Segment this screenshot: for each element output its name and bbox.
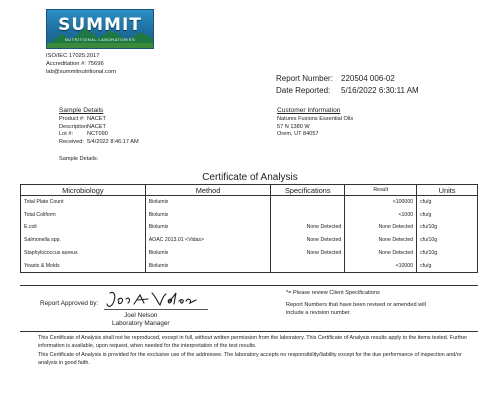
header-microbiology: Microbiology [21,185,146,196]
date-reported-label: Date Reported: [276,86,331,95]
cell-result: None Detected [345,234,417,247]
description-value: NACET [87,123,106,130]
summit-logo [46,9,154,49]
spec-note: *= Please review Client Specifications [286,290,380,296]
customer-address1: 57 N 1380 W [277,123,310,130]
product-value: NACET [87,116,106,122]
cell-method: Biolumix [145,247,271,260]
signer-name: Joel Nelson [124,312,158,319]
signature-icon [104,289,214,311]
cell-test: E.coli [21,221,146,234]
disclaimer-line1: This Certificate of Analysis shall not be reproduced, except in full, without written permission from the laboratory. This Certificate of Analysis results apply to the items tested. Further information is available, upon request, when needed for the interpretation of the test results. [38,335,468,350]
cell-method: AOAC 2013.01 <Vidas> [145,234,271,247]
report-meta [276,73,419,97]
certificate-title: Certificate of Analysis [202,172,298,183]
sample-details [59,116,139,146]
cell-method: Biolumix [145,259,271,272]
cell-test: Yeasts & Molds [21,259,146,272]
report-number-label: Report Number: [276,74,333,83]
cell-units: cfu/10g [417,234,478,247]
cell-units: cfu/g [417,208,478,221]
customer-name: Natures Fusions Essential Oils [277,116,354,122]
logo-band [47,43,153,48]
lab-email[interactable]: lab@summitnutritional.com [46,69,116,75]
table-row [21,221,478,234]
cell-spec [271,208,345,221]
lot-value: NCT090 [87,131,108,138]
logo-brand: SUMMIT [58,15,142,35]
sample-details-label: Sample Details: [59,156,99,162]
table-row [21,196,478,209]
cell-result: <10000 [345,259,417,272]
cell-spec [271,259,345,272]
table-header-row [21,185,478,196]
divider-top [20,285,478,286]
cell-method: Biolumix [145,208,271,221]
header-method: Method [145,185,271,196]
sample-details-title: Sample Details [59,107,104,114]
cell-spec: None Detected [271,234,345,247]
description-label: Description: [59,123,89,130]
header-specifications: Specifications [271,185,345,196]
lot-label: Lot #: [59,131,73,138]
lab-accreditation: Accreditation #: 75696 [46,61,104,67]
cell-spec: None Detected [271,247,345,260]
product-label: Product #: [59,116,85,122]
cell-units: cfu/10g [417,221,478,234]
logo-subtitle: NUTRITIONAL LABORATORIES [64,37,136,42]
cell-result: None Detected [345,221,417,234]
results-table [20,184,478,273]
date-reported: 5/16/2022 6:30:11 AM [341,86,419,95]
customer-info [277,116,353,139]
cell-method: Biolumix [145,221,271,234]
approved-by-label: Report Approved by: [40,300,99,307]
lab-info [46,52,116,76]
header-units: Units [417,185,478,196]
table-row [21,234,478,247]
disclaimer-line2: This Certificate of Analysis is provided for the exclusive use of the addressee. The laboratory accepts no responsibility/liability except for the due performance of inspection and/or analysis in good faith. [38,351,462,366]
cell-spec: None Detected [271,221,345,234]
signature-line [104,309,208,310]
signer-block [112,312,170,328]
report-number: 220504 006-02 [341,74,395,83]
disclaimer [38,334,478,367]
signer-title: Laboratory Manager [112,320,170,327]
header-result: Result [345,185,417,196]
table-row [21,247,478,260]
cell-test: Salmonella spp. [21,234,146,247]
divider-bottom [20,331,478,332]
cell-result: None Detected [345,247,417,260]
received-label: Received: [59,138,84,145]
customer-address2: Orem, UT 84057 [277,131,319,138]
cell-test: Staphylococcus aureus [21,247,146,260]
cell-method: Biolumix [145,196,271,209]
table-row [21,259,478,272]
cell-test: Total Coliform [21,208,146,221]
cell-test: Total Plate Count [21,196,146,209]
cell-units: cfu/g [417,196,478,209]
received-value: 5/4/2022 8:46:17 AM [87,138,139,145]
cell-units: cfu/10g [417,247,478,260]
report-notes [286,290,436,322]
cell-result: <1000 [345,208,417,221]
lab-iso: ISO/IEC 17025:2017 [46,53,100,59]
customer-info-title: Customer Information [277,107,341,114]
table-row [21,208,478,221]
cell-units: cfu/g [417,259,478,272]
cell-spec [271,196,345,209]
revision-note: Report Numbers that have been revised or amended will include a revision number. [286,302,426,316]
cell-result: <100000 [345,196,417,209]
